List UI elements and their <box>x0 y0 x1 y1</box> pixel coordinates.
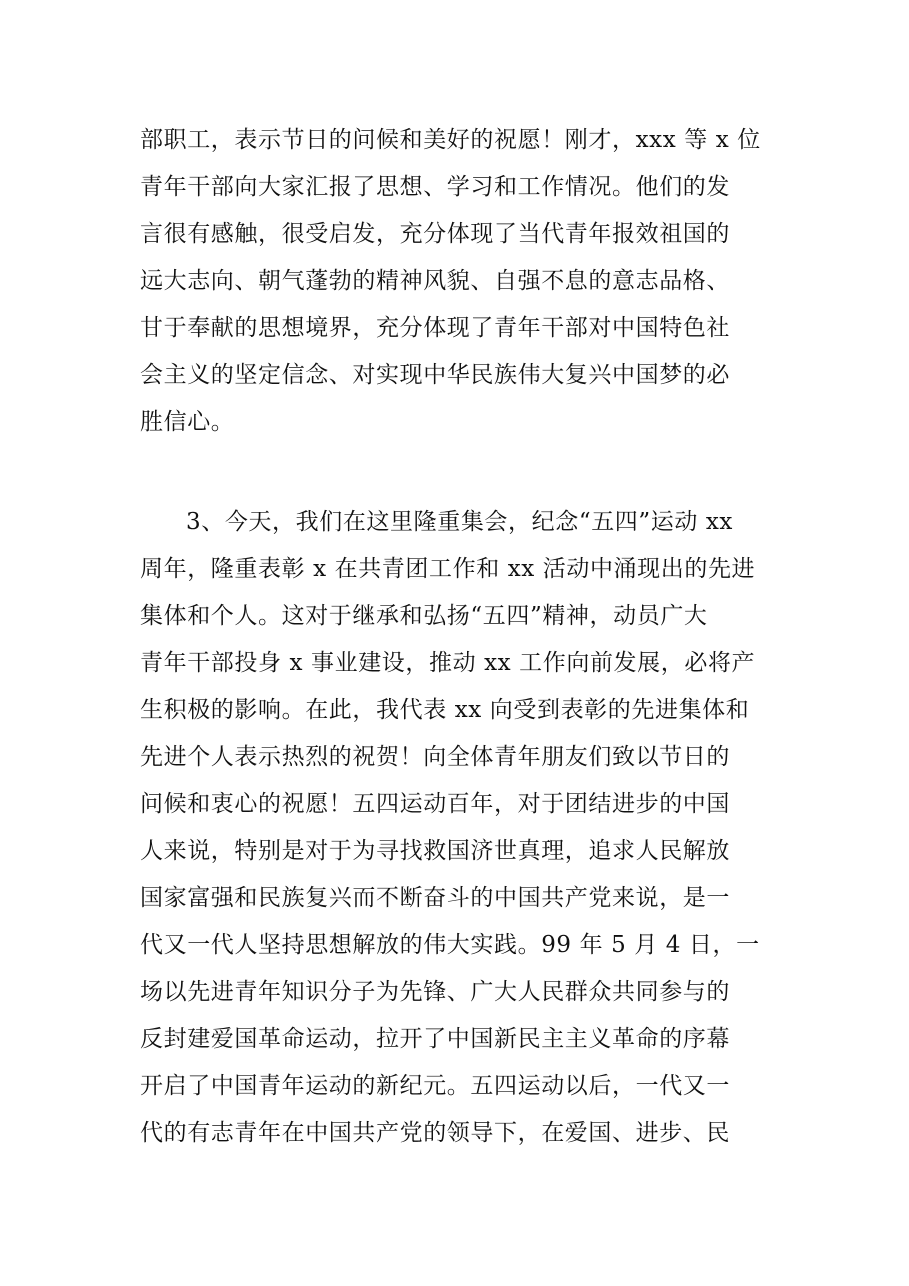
text-line: 场以先进青年知识分子为先锋、广大人民群众共同参与的 <box>140 979 730 1005</box>
text-line: 国家富强和民族复兴而不断奋斗的中国共产党来说，是一 <box>140 885 730 911</box>
text-line: 开启了中国青年运动的新纪元。五四运动以后，一代又一 <box>140 1073 730 1099</box>
text-line: 会主义的坚定信念、对实现中华民族伟大复兴中国梦的必 <box>140 362 730 388</box>
text-line: 青年干部投身 x 事业建设，推动 xx 工作向前发展，必将产 <box>140 650 756 676</box>
text-line: 甘于奉献的思想境界，充分体现了青年干部对中国特色社 <box>140 315 730 341</box>
text-line: 代的有志青年在中国共产党的领导下，在爱国、进步、民 <box>140 1120 730 1146</box>
text-line: 代又一代人坚持思想解放的伟大实践。99 年 5 月 4 日，一 <box>140 932 760 958</box>
text-line: 生积极的影响。在此，我代表 xx 向受到表彰的先进集体和 <box>140 697 750 723</box>
text-line: 问候和衷心的祝愿！五四运动百年，对于团结进步的中国 <box>140 791 730 817</box>
text-line: 部职工，表示节日的问候和美好的祝愿！刚才，xxx 等 x 位 <box>140 127 761 153</box>
text-line: 集体和个人。这对于继承和弘扬“五四”精神，动员广大 <box>140 603 708 629</box>
text-line: 反封建爱国革命运动，拉开了中国新民主主义革命的序幕 <box>140 1026 730 1052</box>
text-line: 周年，隆重表彰 x 在共青团工作和 xx 活动中涌现出的先进 <box>140 556 756 582</box>
text-line: 言很有感触，很受启发，充分体现了当代青年报效祖国的 <box>140 221 730 247</box>
text-line: 远大志向、朝气蓬勃的精神风貌、自强不息的意志品格、 <box>140 268 730 294</box>
text-line: 胜信心。 <box>140 409 235 435</box>
text-line: 人来说，特别是对于为寻找救国济世真理，追求人民解放 <box>140 838 730 864</box>
text-line: 3、今天，我们在这里隆重集会，纪念“五四”运动 xx <box>186 509 734 535</box>
text-line: 青年干部向大家汇报了思想、学习和工作情况。他们的发 <box>140 174 730 200</box>
text-line: 先进个人表示热烈的祝贺！向全体青年朋友们致以节日的 <box>140 744 730 770</box>
